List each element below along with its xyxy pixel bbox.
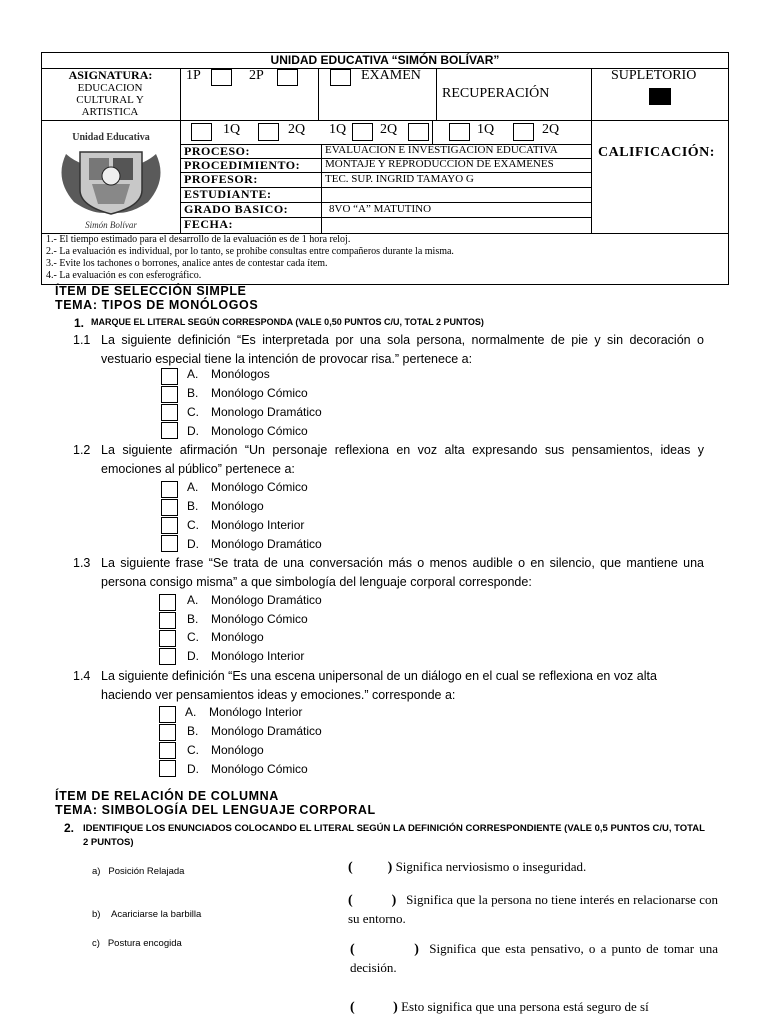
answer-blank-2[interactable]: ( ): [348, 893, 397, 908]
section2-number: 2.: [64, 821, 75, 835]
match-right-4: ( ) Esto significa que una persona está seguro de sí: [350, 999, 649, 1015]
asignatura-value: EDUCACION CULTURAL Y ARTISTICA: [76, 82, 144, 118]
match-left-c: c) Postura encogida: [92, 938, 182, 949]
info-label-profesor: PROFESOR:: [184, 172, 258, 186]
section1-title: ÍTEM DE SELECCIÓN SIMPLE: [55, 284, 247, 298]
q2-checkbox-a[interactable]: [258, 123, 279, 141]
q1-3-option-d: D. Monólogo Interior: [187, 649, 305, 663]
logo-text-bottom: Simón Bolívar: [85, 220, 137, 230]
q1-4-option-d-checkbox[interactable]: [159, 760, 176, 777]
q1-checkbox-c[interactable]: [449, 123, 470, 141]
section1-tema: TEMA: TIPOS DE MONÓLOGOS: [55, 298, 259, 312]
q1-4-option-d: D. Monólogo Cómico: [187, 762, 308, 776]
question-1-1-text: La siguiente definición “Es interpretada por una sola persona, normalmente de pie y sin decoración o vestuario especial tiene la intención de provocar risa.” pertenece a:: [101, 333, 704, 366]
q1-1-option-a: A. Monólogos: [187, 367, 270, 381]
q1-3-option-a-checkbox[interactable]: [159, 594, 176, 611]
rule-1: 1.- El tiempo estimado para el desarrollo de la evaluación es de 1 hora reloj.: [46, 234, 351, 245]
q1-label-a: 1Q: [223, 122, 241, 137]
q1-1-option-b: B. Monólogo Cómico: [187, 386, 308, 400]
q1-4-option-b: B. Monólogo Dramático: [187, 724, 322, 738]
q1-2-option-c: C. Monólogo Interior: [187, 518, 305, 532]
q1-4-option-a-checkbox[interactable]: [159, 706, 176, 723]
q1-1-option-b-checkbox[interactable]: [161, 386, 178, 403]
info-value-proceso: EVALUACION E INVESTIGACION EDUCATIVA: [325, 144, 558, 156]
q1-label-c: 1Q: [477, 122, 495, 137]
logo-text-top: Unidad Educativa: [72, 132, 150, 143]
parcial-2-label: 2P: [249, 68, 264, 83]
q1-3-option-b: B. Monólogo Cómico: [187, 612, 308, 626]
q1-2-option-d-checkbox[interactable]: [161, 535, 178, 552]
q1-1-option-d-checkbox[interactable]: [161, 422, 178, 439]
q1-1-option-c: C. Monologo Dramático: [187, 405, 322, 419]
info-label-estudiante: ESTUDIANTE:: [184, 187, 272, 201]
info-label-procedimiento: PROCEDIMIENTO:: [184, 158, 301, 172]
q1-label-b: 1Q: [329, 122, 347, 137]
supletorio-label: SUPLETORIO: [611, 68, 697, 83]
q1-2-option-a: A. Monólogo Cómico: [187, 480, 308, 494]
question-1-2-text: La siguiente afirmación “Un personaje reflexiona en voz alta expresando sus pensamientos, ideas y emociones al público” pertenece a:: [101, 443, 704, 476]
q2-label-c: 2Q: [542, 122, 560, 137]
exam-rules: [46, 234, 454, 282]
q1-1-option-c-checkbox[interactable]: [161, 404, 178, 421]
question-1-3-text: La siguiente frase “Se trata de una conversación más o menos audible o en silencio, que mantiene una persona consigo misma” a que simbología del lenguaje corporal corresponde:: [101, 556, 704, 589]
info-label-grado: GRADO BASICO:: [184, 202, 289, 216]
parcial-1-label: 1P: [186, 68, 201, 83]
answer-blank-3[interactable]: ( ): [350, 942, 419, 957]
q1-4-option-b-checkbox[interactable]: [159, 724, 176, 741]
school-logo: [44, 124, 178, 232]
answer-blank-4[interactable]: ( ): [350, 1000, 398, 1015]
q1-3-option-d-checkbox[interactable]: [159, 648, 176, 665]
examen-checkbox[interactable]: [330, 69, 351, 86]
rule-3: 3.- Evite los tachones o borrones, analice antes de contestar cada ítem.: [46, 258, 328, 269]
q1-4-option-a: A. Monólogo Interior: [185, 705, 303, 719]
parcial-1-checkbox[interactable]: [211, 69, 232, 86]
asignatura-label: ASIGNATURA:: [68, 68, 153, 82]
match-left-b: b) Acariciarse la barbilla: [92, 909, 202, 920]
answer-blank-1[interactable]: ( ): [348, 860, 393, 875]
section2-title: ÍTEM DE RELACIÓN DE COLUMNA: [55, 789, 279, 803]
q1-2-option-c-checkbox[interactable]: [161, 517, 178, 534]
q1-3-option-c: C. Monólogo: [187, 630, 264, 644]
q1-2-option-b: B. Monólogo: [187, 499, 264, 513]
q2-checkbox-b[interactable]: [408, 123, 429, 141]
q1-checkbox-a[interactable]: [191, 123, 212, 141]
section2-tema: TEMA: SIMBOLOGÍA DEL LENGUAJE CORPORAL: [55, 803, 376, 817]
match-right-3: ( ) Significa que esta pensativo, o a punto de tomar una decisión.: [350, 941, 719, 975]
info-label-proceso: PROCESO:: [184, 144, 251, 158]
info-value-procedimiento: MONTAJE Y REPRODUCCION DE EXAMENES: [325, 158, 554, 170]
supletorio-mark: [649, 88, 671, 105]
rule-2: 2.- La evaluación es individual, por lo tanto, se prohíbe consultas entre compañeros durante la misma.: [46, 246, 454, 257]
question-1-4-number: 1.4: [73, 669, 91, 683]
q1-2-option-d: D. Monólogo Dramático: [187, 537, 322, 551]
match-right-1: ( ) Significa nerviosismo o inseguridad.: [348, 859, 587, 875]
q1-3-option-c-checkbox[interactable]: [159, 630, 176, 647]
examen-label: EXAMEN: [361, 68, 421, 83]
q1-2-option-b-checkbox[interactable]: [161, 499, 178, 516]
q2-checkbox-c[interactable]: [513, 123, 534, 141]
info-value-grado: 8VO “A” MATUTINO: [329, 203, 432, 215]
match-right-2: ( ) Significa que la persona no tiene interés en relacionarse con su entorno.: [348, 892, 719, 926]
q2-label-b: 2Q: [380, 122, 398, 137]
school-title: UNIDAD EDUCATIVA “SIMÓN BOLÍVAR”: [270, 53, 500, 67]
match-left-a: a) Posición Relajada: [92, 866, 185, 877]
question-1-1-number: 1.1: [73, 333, 91, 347]
section1-instruction: MARQUE EL LITERAL SEGÚN CORRESPONDA (VALE 0,50 PUNTOS C/U, TOTAL 2 PUNTOS): [91, 317, 484, 327]
question-1-4-text: La siguiente definición “Es una escena unipersonal de un diálogo en el cual se reflexiona en voz alta haciendo ver pensamientos ideas y emociones.” corresponde a:: [101, 669, 657, 702]
section2-instruction: IDENTIFIQUE LOS ENUNCIADOS COLOCANDO EL LITERAL SEGÚN LA DEFINICIÓN CORRESPONDIENTE (VALE 0,5 PUNTOS C/U, TOTAL 2 PUNTOS): [83, 823, 705, 848]
parcial-2-checkbox[interactable]: [277, 69, 298, 86]
q1-4-option-c-checkbox[interactable]: [159, 742, 176, 759]
q1-3-option-a: A. Monólogo Dramático: [187, 593, 322, 607]
rule-4: 4.- La evaluación es con esferográfico.: [46, 270, 202, 281]
calificacion-label: CALIFICACIÓN:: [598, 145, 715, 160]
info-value-profesor: TEC. SUP. INGRID TAMAYO G: [325, 173, 474, 185]
recuperacion-label: RECUPERACIÓN: [442, 86, 550, 101]
q1-1-option-d: D. Monologo Cómico: [187, 424, 308, 438]
question-1-3-number: 1.3: [73, 556, 91, 570]
q1-2-option-a-checkbox[interactable]: [161, 481, 178, 498]
q1-1-option-a-checkbox[interactable]: [161, 368, 178, 385]
q2-label-a: 2Q: [288, 122, 306, 137]
info-label-fecha: FECHA:: [184, 217, 233, 231]
section1-number: 1.: [74, 316, 85, 330]
q1-checkbox-b[interactable]: [352, 123, 373, 141]
q1-3-option-b-checkbox[interactable]: [159, 612, 176, 629]
q1-4-option-c: C. Monólogo: [187, 743, 264, 757]
question-1-2-number: 1.2: [73, 443, 91, 457]
